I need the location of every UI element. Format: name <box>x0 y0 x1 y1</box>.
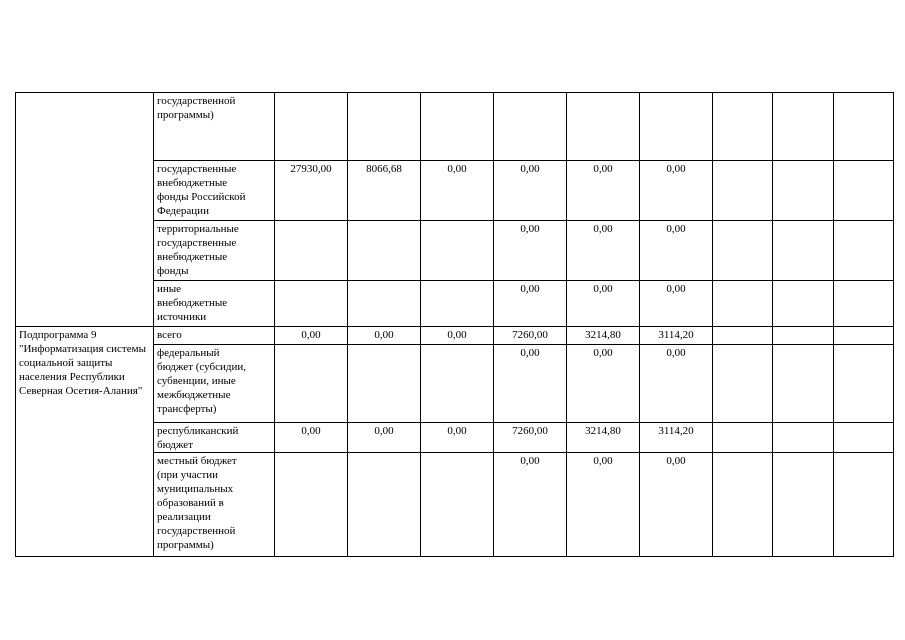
funding-source: государственные внебюджетные фонды Российской Федерации <box>154 161 275 221</box>
empty-cell <box>713 221 773 281</box>
value-cell <box>348 221 421 281</box>
empty-cell <box>713 93 773 161</box>
empty-cell <box>834 453 894 557</box>
funding-source: территориальные государственные внебюджетные фонды <box>154 221 275 281</box>
value-cell: 0,00 <box>275 423 348 453</box>
value-cell: 8066,68 <box>348 161 421 221</box>
empty-cell <box>834 423 894 453</box>
value-cell: 0,00 <box>567 161 640 221</box>
value-cell <box>275 281 348 327</box>
empty-cell <box>773 423 834 453</box>
value-cell: 0,00 <box>640 345 713 423</box>
value-cell: 0,00 <box>567 221 640 281</box>
value-cell: 3114,20 <box>640 423 713 453</box>
funding-source: местный бюджет (при участии муниципальных образований в реализации государственной программы) <box>154 453 275 557</box>
empty-cell <box>713 453 773 557</box>
value-cell: 0,00 <box>567 453 640 557</box>
empty-cell <box>713 327 773 345</box>
funding-source: государственной программы) <box>154 93 275 161</box>
empty-program-cell <box>16 93 154 327</box>
value-cell: 0,00 <box>494 345 567 423</box>
value-cell: 0,00 <box>494 453 567 557</box>
empty-cell <box>773 93 834 161</box>
value-cell: 3114,20 <box>640 327 713 345</box>
empty-cell <box>773 221 834 281</box>
empty-cell <box>834 345 894 423</box>
value-cell: 0,00 <box>421 327 494 345</box>
value-cell <box>348 453 421 557</box>
value-cell <box>348 93 421 161</box>
value-cell <box>421 93 494 161</box>
empty-cell <box>713 281 773 327</box>
value-cell: 0,00 <box>494 281 567 327</box>
value-cell: 0,00 <box>494 221 567 281</box>
subprogram-name: Подпрограмма 9 "Информатизация системы социальной защиты населения Республики Северная Осетия-Алания" <box>16 327 154 557</box>
empty-cell <box>773 327 834 345</box>
value-cell <box>421 281 494 327</box>
empty-cell <box>834 221 894 281</box>
empty-cell <box>834 281 894 327</box>
value-cell: 7260,00 <box>494 423 567 453</box>
value-cell <box>494 93 567 161</box>
empty-cell <box>834 327 894 345</box>
value-cell: 0,00 <box>567 345 640 423</box>
value-cell <box>275 345 348 423</box>
value-cell: 27930,00 <box>275 161 348 221</box>
budget-table <box>15 92 894 557</box>
value-cell: 0,00 <box>640 281 713 327</box>
funding-source: всего <box>154 327 275 345</box>
value-cell: 3214,80 <box>567 327 640 345</box>
value-cell: 0,00 <box>567 281 640 327</box>
value-cell: 0,00 <box>348 423 421 453</box>
table-row <box>16 327 894 345</box>
value-cell <box>421 453 494 557</box>
empty-cell <box>834 93 894 161</box>
empty-cell <box>773 345 834 423</box>
value-cell <box>348 281 421 327</box>
value-cell <box>275 453 348 557</box>
funding-source: федеральный бюджет (субсидии, субвенции, иные межбюджетные трансферты) <box>154 345 275 423</box>
value-cell <box>275 221 348 281</box>
value-cell <box>421 221 494 281</box>
value-cell <box>640 93 713 161</box>
value-cell <box>348 345 421 423</box>
value-cell <box>275 93 348 161</box>
value-cell: 0,00 <box>421 161 494 221</box>
value-cell: 7260,00 <box>494 327 567 345</box>
value-cell: 0,00 <box>275 327 348 345</box>
table-row <box>16 93 894 161</box>
value-cell: 3214,80 <box>567 423 640 453</box>
empty-cell <box>713 423 773 453</box>
empty-cell <box>773 281 834 327</box>
empty-cell <box>773 453 834 557</box>
value-cell: 0,00 <box>640 453 713 557</box>
value-cell: 0,00 <box>640 221 713 281</box>
value-cell: 0,00 <box>348 327 421 345</box>
value-cell <box>567 93 640 161</box>
value-cell: 0,00 <box>640 161 713 221</box>
value-cell <box>421 345 494 423</box>
value-cell: 0,00 <box>421 423 494 453</box>
empty-cell <box>713 345 773 423</box>
value-cell: 0,00 <box>494 161 567 221</box>
empty-cell <box>834 161 894 221</box>
empty-cell <box>773 161 834 221</box>
empty-cell <box>713 161 773 221</box>
funding-source: республиканский бюджет <box>154 423 275 453</box>
funding-source: иные внебюджетные источники <box>154 281 275 327</box>
table-body <box>16 93 894 557</box>
